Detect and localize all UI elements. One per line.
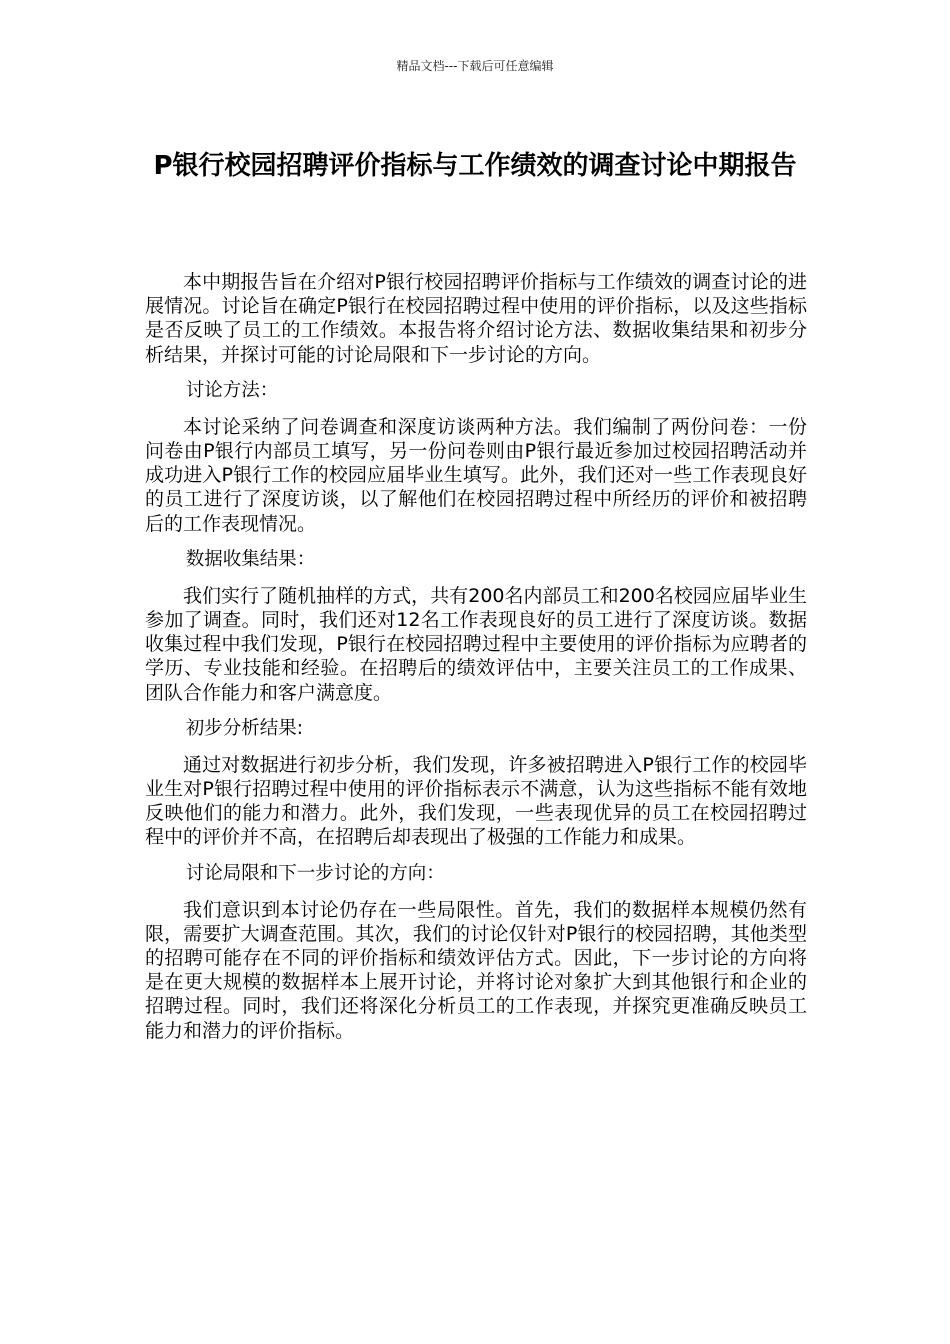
limits-paragraph: 我们意识到本讨论仍存在一些局限性。首先，我们的数据样本规模仍然有限，需要扩大调查范围。其次，我们的讨论仅针对P银行的校园招聘，其他类型的招聘可能存在不同的评价指标和绩效评估方式。因此，下一步讨论的方向将是在更大规模的数据样本上展开讨论，并将讨论对象扩大到其他银行和企业的招聘过程。同时，我们还将深化分析员工的工作表现，并探究更准确反映员工能力和潜力的评价指标。 <box>145 898 807 1042</box>
data-heading: 数据收集结果： <box>185 548 316 570</box>
limits-heading: 讨论局限和下一步讨论的方向： <box>185 862 445 884</box>
header-note: 精品文档---下载后可任意编辑 <box>396 59 554 73</box>
analysis-heading: 初步分析结果: <box>185 717 303 739</box>
document-title: P银行校园招聘评价指标与工作绩效的调查讨论中期报告 <box>153 151 797 181</box>
document-body <box>145 270 807 1055</box>
intro-paragraph: 本中期报告旨在介绍对P银行校园招聘评价指标与工作绩效的调查讨论的进展情况。讨论旨在确定P银行在校园招聘过程中使用的评价指标，以及这些指标是否反映了员工的工作绩效。本报告将介绍讨论方法、数据收集结果和初步分析结果，并探讨可能的讨论局限和下一步讨论的方向。 <box>145 271 807 366</box>
methods-heading: 讨论方法： <box>185 379 279 401</box>
data-paragraph: 我们实行了随机抽样的方式，共有200名内部员工和200名校园应届毕业生参加了调查。同时，我们还对12名工作表现良好的员工进行了深度访谈。数据收集过程中我们发现，P银行在校园招聘过程中主要使用的评价指标为应聘者的学历、专业技能和经验。在招聘后的绩效评估中，主要关注员工的工作成果、团队合作能力和客户满意度。 <box>145 584 807 704</box>
methods-paragraph: 本讨论采纳了问卷调查和深度访谈两种方法。我们编制了两份问卷：一份问卷由P银行内部员工填写，另一份问卷则由P银行最近参加过校园招聘活动并成功进入P银行工作的校园应届毕业生填写。此外，我们还对一些工作表现良好的员工进行了深度访谈，以了解他们在校园招聘过程中所经历的评价和被招聘后的工作表现情况。 <box>145 415 807 535</box>
analysis-paragraph: 通过对数据进行初步分析，我们发现，许多被招聘进入P银行工作的校园毕业生对P银行招聘过程中使用的评价指标表示不满意，认为这些指标不能有效地反映他们的能力和潜力。此外，我们发现，一些表现优异的员工在校园招聘过程中的评价并不高，在招聘后却表现出了极强的工作能力和成果。 <box>145 753 807 849</box>
